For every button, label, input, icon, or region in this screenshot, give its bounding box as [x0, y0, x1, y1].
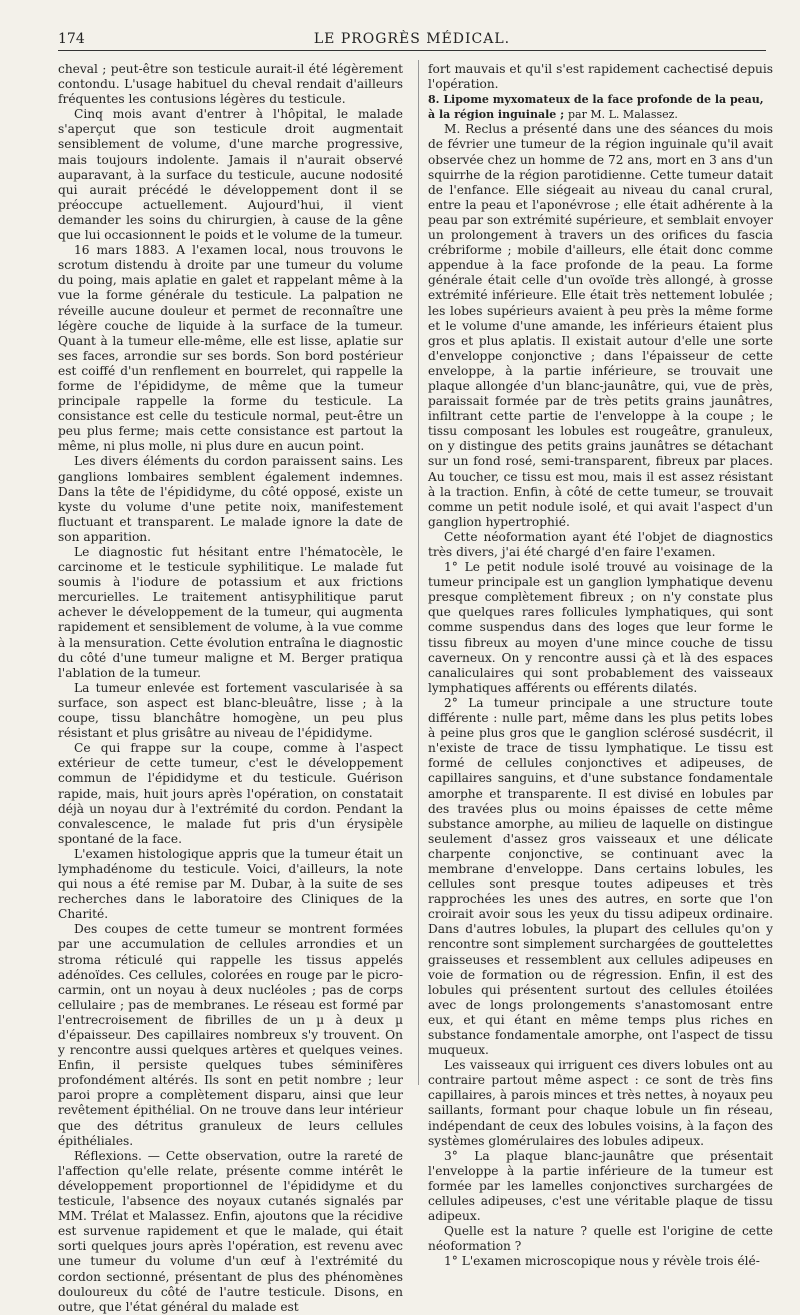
paragraph: Des coupes de cette tumeur se montrent formées par une accumulation de cellules arrondies et un stroma réticulé qui rappelle les tissus appelés adénoïdes. Ces cellules, colorées en rouge par le picro-carmin, ont un noyau à deux nucléoles ; pas de corps cellulaire ; pas de membranes. Le réseau est formé par l'entrecroisement de fibrilles de un µ à deux µ d'épaisseur. Des capillaires nombreux s'y trouvent. On y rencontre aussi quelques artères et quelques veines. Enfin, il persiste quelques tubes séminifères profondément altérés. Ils sont en petit nombre ; leur paroi propre a complètement disparu, ainsi que leur revêtement épithélial. On ne trouve dans leur intérieur que des détritus granuleux de leurs cellules épithéliales.: [58, 922, 403, 1148]
section-heading: [428, 92, 773, 122]
paragraph: Le diagnostic fut hésitant entre l'hématocèle, le carcinome et le testicule syphilitique. Le malade fut soumis à l'iodure de potassium et aux frictions mercurielles. Le traitement antisyphilitique parut achever le développement de la tumeur, qui augmenta rapidement et sensiblement de volume, à la vue comme à la mensuration. Cette évolution entraîna le diagnostic du côté d'une tumeur maligne et M. Berger pratiqua l'ablation de la tumeur.: [58, 545, 403, 680]
paragraph: 3° La plaque blanc-jaunâtre que présentait l'enveloppe à la partie inférieure de la tumeur est formée par les lamelles conjonctives surchargées de cellules adipeuses, c'est une véritable plaque de tissu adipeux.: [428, 1148, 773, 1224]
paragraph: cheval ; peut-être son testicule aurait-il été légèrement contondu. L'usage habituel du cheval rendait d'ailleurs fréquentes les contusions légères du testicule.: [58, 62, 403, 107]
left-column: [58, 62, 403, 1315]
paragraph: 1° L'examen microscopique nous y révèle trois élé-: [444, 1254, 760, 1269]
paragraph: Quelle est la nature ? quelle est l'origine de cette néoformation ?: [428, 1224, 773, 1254]
right-column: [428, 62, 773, 1270]
paragraph: 1° Le petit nodule isolé trouvé au voisinage de la tumeur principale est un ganglion lymphatique devenu presque complètement fibreux ; on n'y constate plus que quelques rares follicules lymphatiques, qui sont comme suspendus dans des loges que leur forme le tissu fibreux au moyen d'une mince couche de tissu caverneux. On y rencontre aussi çà et là des espaces canaliculaires qui sont probablement des vaisseaux lymphatiques afférents ou efférents dilatés.: [428, 560, 773, 695]
paragraph: Les divers éléments du cordon paraissent sains. Les ganglions lombaires semblent également indemnes. Dans la tête de l'épididyme, du côté opposé, existe un kyste du volume d'une petite noix, manifestement fluctuant et transparent. Le malade ignore la date de son apparition.: [58, 454, 403, 544]
running-title: LE PROGRÈS MÉDICAL.: [313, 31, 511, 47]
paragraph: Les vaisseaux qui irriguent ces divers lobules ont au contraire partout même aspect : ce sont de très fins capillaires, à parois minces et très nettes, à noyaux peu saillants, formant pour chaque lobule un fin réseau, indépendant de ceux des lobules voisins, à la façon des systèmes glomérulaires des lobules adipeux.: [428, 1058, 773, 1148]
section-title: 8. Lipome myxomateux de la face profonde de la peau, à la région inguinale ;: [428, 93, 764, 122]
paragraph: fort mauvais et qu'il s'est rapidement cachectisé depuis l'opération.: [428, 62, 773, 92]
paragraph: Cette néoformation ayant été l'objet de diagnostics très divers, j'ai été chargé d'en faire l'examen.: [428, 529, 773, 559]
column-divider: [418, 60, 419, 1085]
paragraph: M. Reclus a présenté dans une des séances du mois de février une tumeur de la région inguinale qu'il avait observée chez un homme de 72 ans, mort en 3 ans d'un squirrhe de la région parotidienne. Cette tumeur datait de l'enfance. Elle siégeait au niveau du canal crural, entre la peau et l'aponévrose ; elle était adhérente à la peau par son extrémité supérieure, et semblait envoyer un prolongement à travers un des orifices du fascia crébriforme ; mobile d'ailleurs, elle était donc comme appendue à la face profonde de la peau. La forme générale était celle d'un ovoïde très allongé, à grosse extrémité inférieure. Elle était très nettement lobulée ; les lobes supérieurs avaient à peu près la même forme et le volume d'une amande, les inférieurs étaient plus gros et plus aplatis. Il existait autour d'elle une sorte d'enveloppe conjonctive ; dans l'épaisseur de cette enveloppe, à la partie inférieure, se trouvait une plaque allongée d'un blanc-jaunâtre, qui, vue de près, paraissait formée par de très petits grains jaunâtres, infiltrant cette partie de l'enveloppe à la coupe ; le tissu composant les lobules est rougeâtre, granuleux, on y distingue des petits grains jaunâtres se détachant sur un fond rosé, semi-transparent, fibreux par places. Au toucher, ce tissu est mou, mais il est assez résistant à la traction. Enfin, à côté de cette tumeur, se trouvait comme un petit nodule isolé, et qui avait l'aspect d'un ganglion hypertrophié.: [428, 122, 773, 529]
paragraph: La tumeur enlevée est fortement vascularisée à sa surface, son aspect est blanc-bleuâtre, lisse ; à la coupe, tissu blanchâtre homogène, un peu plus résistant et plus grisâtre au niveau de l'épididyme.: [58, 680, 403, 741]
page-header: [58, 28, 766, 51]
paragraph: Cinq mois avant d'entrer à l'hôpital, le malade s'aperçut que son testicule droit augmentait sensiblement de volume, d'une marche progressive, mais toujours indolente. Jamais il n'aurait observé auparavant, à la surface du testicule, aucune nodosité qui aurait précédé le développement dont il se préoccupe actuellement. Aujourd'hui, il vient demander les soins du chirurgien, à cause de la gêne que lui occasionnent le poids et le volume de la tumeur.: [58, 107, 403, 243]
paragraph: L'examen histologique appris que la tumeur était un lymphadénome du testicule. Voici, d'ailleurs, la note qui nous a été remise par M. Dubar, à la suite de ses recherches dans le laboratoire des Cliniques de la Charité.: [58, 846, 403, 922]
paragraph: Ce qui frappe sur la coupe, comme à l'aspect extérieur de cette tumeur, c'est le développement commun de l'épididyme et du testicule. Guérison rapide, mais, huit jours après l'opération, on constatait déjà un noyau dur à l'extrémité du cordon. Pendant la convalescence, le malade fut pris d'un érysipèle spontané de la face.: [58, 741, 403, 846]
page-number: 174: [58, 31, 85, 47]
section-author: par M. L. Malassez.: [568, 108, 678, 122]
paragraph: 16 mars 1883. A l'examen local, nous trouvons le scrotum distendu à droite par une tumeur du volume du poing, mais aplatie en galet et rappelant même à la vue la forme générale du testicule. La palpation ne réveille aucune douleur et permet de reconnaître une légère couche de liquide à la surface de la tumeur. Quant à la tumeur elle-même, elle est lisse, aplatie sur ses faces, arrondie sur ses bords. Son bord postérieur est coiffé d'un renflement en bourrelet, qui rappelle la forme de l'épididyme, de même que la tumeur principale rappelle la forme du testicule. La consistance est celle du testicule normal, peut-être un peu plus ferme; mais cette consistance est partout la même, ni plus molle, ni plus dure en aucun point.: [58, 243, 403, 454]
paragraph: Réflexions. — Cette observation, outre la rareté de l'affection qu'elle relate, présente comme intérêt le développement proportionnel de l'épididyme et du testicule, l'absence des noyaux cutanés signalés par MM. Trélat et Malassez. Enfin, ajoutons que la récidive est survenue rapidement et que le malade, qui était sorti quelques jours après l'opération, est revenu avec une tumeur du volume d'un œuf à l'extrémité du cordon sectionné, présentant de plus des phénomènes douloureux du côté de l'autre testicule. Disons, en outre, que l'état général du malade est: [58, 1148, 403, 1314]
paragraph: 2° La tumeur principale a une structure toute différente : nulle part, même dans les plus petits lobes à peine plus gros que le ganglion sclérosé susdécrit, il n'existe de trace de tissu lymphatique. Le tissu est formé de cellules conjonctives et adipeuses, de capillaires sanguins, et d'une substance fondamentale amorphe et transparente. Il est divisé en lobules par des travées plus ou moins épaisses de cette même substance amorphe, au milieu de laquelle on distingue seulement d'assez gros vaisseaux et une délicate charpente conjonctive, se continuant avec la membrane d'enveloppe. Dans certains lobules, les cellules sont presque toutes adipeuses et très rapprochées les unes des autres, en sorte que l'on croirait avoir sous les yeux du tissu adipeux ordinaire. Dans d'autres lobules, la plupart des cellules qu'on y rencontre sont simplement surchargées de gouttelettes graisseuses et ressemblent aux cellules adipeuses en voie de formation ou de régression. Enfin, il est des lobules qui présentent surtout des cellules étoilées avec de longs prolongements s'anastomosant entre eux, et qui étant en même temps plus riches en substance fondamentale amorphe, ont l'aspect de tissu muqueux.: [428, 695, 773, 1058]
